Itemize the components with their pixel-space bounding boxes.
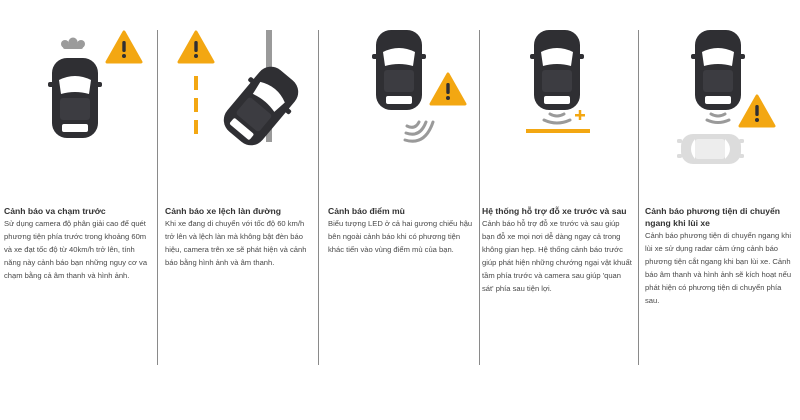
feature-title: Cảnh báo xe lệch làn đường [165, 206, 281, 216]
feature-title: Cảnh báo va chạm trước [4, 206, 106, 216]
feature-card-forward-collision [0, 30, 157, 365]
lane-departure-icon [158, 30, 318, 200]
feature-card-lane-departure [158, 30, 318, 365]
feature-title: Hệ thống hỗ trợ đỗ xe trước và sau [482, 206, 627, 216]
feature-card-blind-spot [319, 30, 479, 365]
feature-description: Cảnh báo hỗ trợ đỗ xe trước và sau giúp bạn đỗ xe mọi nơi dễ dàng ngay cả trong không gian hẹp. Hệ thống cảnh báo trước giúp phát hiện những chướng ngại vật khuất tầm phía trước và camera sau giúp 'quan sát' phía sau tiện lợi. [482, 219, 632, 293]
forward-collision-icon [0, 30, 157, 200]
blind-spot-icon [319, 30, 479, 200]
parking-assist-icon [480, 30, 638, 200]
feature-card-parking-assist [480, 30, 638, 365]
feature-description: Cảnh báo phương tiện di chuyển ngang khi lùi xe sử dụng radar cảm ứng cảnh báo phương tiện cắt ngang khi bạn lùi xe. Cảnh báo âm thanh và hình ảnh sẽ kích hoạt nếu phát hiện có phương tiện di chuyển phía sau. [645, 231, 792, 305]
feature-description: Biểu tượng LED ở cả hai gương chiếu hậu bên ngoài cảnh báo khi có phương tiện khác tiến vào vùng điểm mù của bạn. [328, 219, 473, 254]
feature-title: Cảnh báo phương tiện di chuyển ngang khi lùi xe [645, 206, 781, 228]
rear-cross-traffic-icon [639, 30, 800, 200]
feature-description: Khi xe đang di chuyển với tốc độ 60 km/h trở lên và lệch làn mà không bật đèn báo hiệu, camera trên xe sẽ phát hiện và cảnh báo bằng hình ảnh và âm thanh. [165, 219, 307, 267]
feature-card-rear-cross-traffic [639, 30, 800, 365]
feature-title: Cảnh báo điểm mù [328, 206, 405, 216]
feature-description: Sử dụng camera độ phân giải cao để quét phương tiện phía trước trong khoảng 60m và xe đạt tốc độ từ 40km/h trở lên, tính năng này cảnh báo bạn những nguy cơ va chạm bằng cả âm thanh và hình ảnh. [4, 219, 148, 280]
